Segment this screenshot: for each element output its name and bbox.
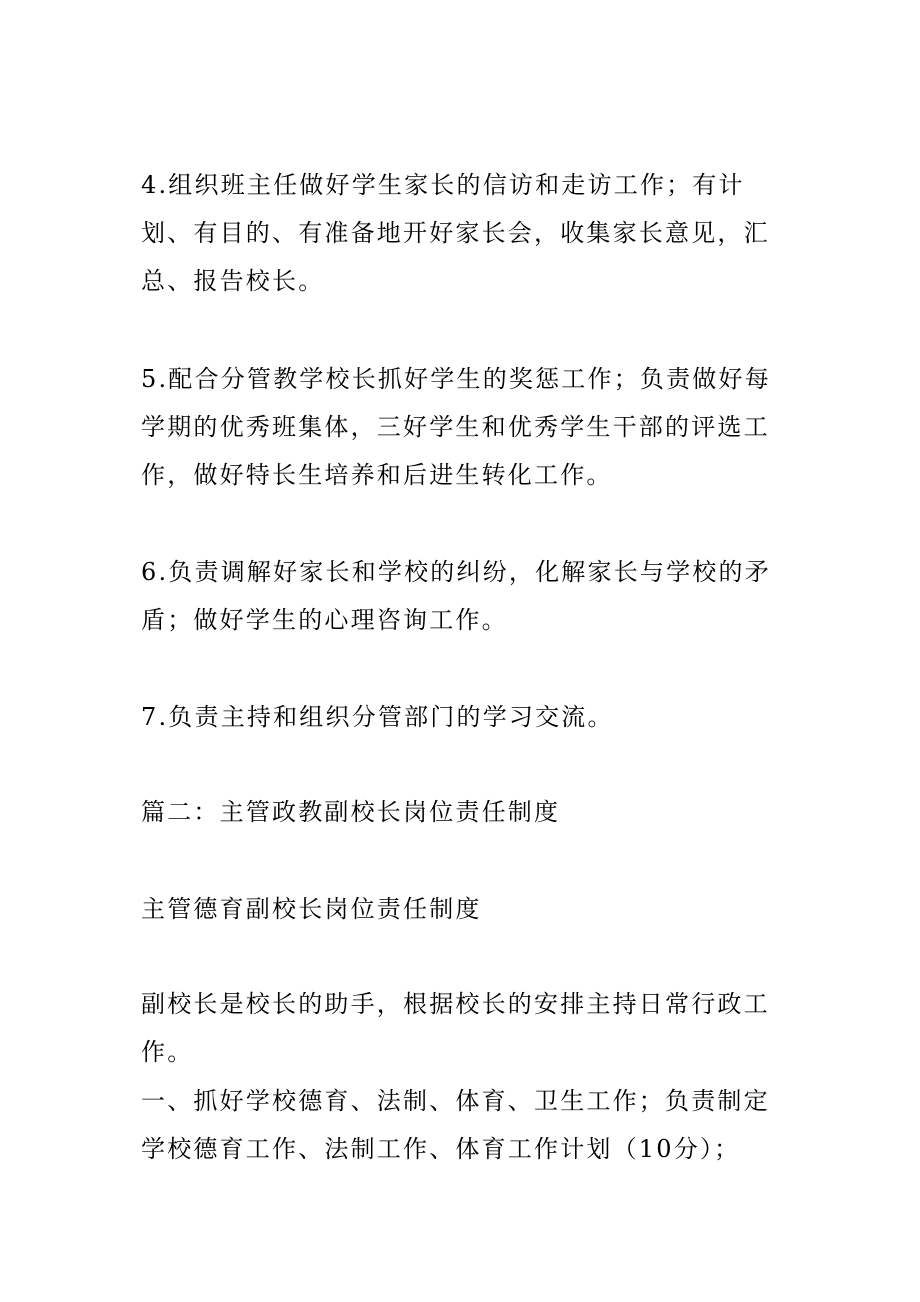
section-title: 主管德育副校长岗位责任制度 [141,895,482,923]
paragraph-item-7: 7.负责主持和组织分管部门的学习交流。 [141,703,614,731]
paragraph-item-6: 6.负责调解好家长和学校的纠纷，化解家长与学校的矛盾；做好学生的心理咨询工作。 [141,558,771,634]
section-heading-part-two: 篇二：主管政教副校长岗位责任制度 [141,798,561,826]
paragraph-item-4: 4.组织班主任做好学生家长的信访和走访工作；有计划、有目的、有准备地开好家长会，收集家长意见，汇总、报告校长。 [141,171,770,295]
intro-paragraph: 副校长是校长的助手，根据校长的安排主持日常行政工作。 [141,990,770,1066]
paragraph-item-5: 5.配合分管教学校长抓好学生的奖惩工作；负责做好每学期的优秀班集体，三好学生和优秀学生干部的评选工作，做好特长生培养和后进生转化工作。 [141,365,771,489]
duty-item-one: 一、抓好学校德育、法制、体育、卫生工作；负责制定学校德育工作、法制工作、体育工作计划（10分）； [141,1087,770,1163]
